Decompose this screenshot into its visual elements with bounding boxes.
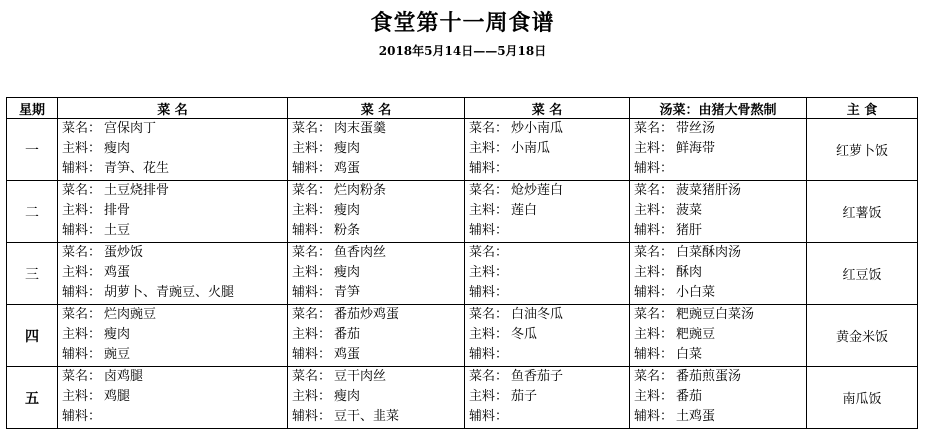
dish-name-value: 豆干肉丝 xyxy=(334,369,387,384)
soup-cell xyxy=(630,367,807,429)
dish-name-line xyxy=(62,305,287,325)
main-ingredient-value: 茄子 xyxy=(511,389,538,404)
main-ingredient-line xyxy=(62,263,287,283)
side-ingredient-label: 辅料： xyxy=(292,409,332,424)
side-ingredient-label: 辅料： xyxy=(634,409,674,424)
side-ingredient-value: 豆干、韭菜 xyxy=(334,409,400,424)
dish-name-value: 肉末蛋羹 xyxy=(334,121,387,136)
dish-name-value: 烂肉粉条 xyxy=(334,183,387,198)
main-ingredient-line xyxy=(469,201,629,221)
main-ingredient-line xyxy=(62,139,287,159)
main-ingredient-line xyxy=(292,201,464,221)
dish-name-value: 炝炒莲白 xyxy=(511,183,564,198)
dish-name-line xyxy=(634,305,806,325)
main-ingredient-label: 主料： xyxy=(634,141,674,156)
side-ingredient-line xyxy=(292,345,464,365)
dish-name-value: 菠菜猪肝汤 xyxy=(676,183,742,198)
main-ingredient-line xyxy=(634,201,806,221)
dish-name-line xyxy=(292,243,464,263)
side-ingredient-value: 青笋 xyxy=(334,285,361,300)
side-ingredient-label: 辅料： xyxy=(469,409,509,424)
soup-cell xyxy=(630,243,807,305)
dish-name-label: 菜名： xyxy=(62,369,102,384)
main-ingredient-label: 主料： xyxy=(62,327,102,342)
side-ingredient-line xyxy=(469,345,629,365)
main-ingredient-value: 番茄 xyxy=(676,389,703,404)
side-ingredient-value: 土鸡蛋 xyxy=(676,409,716,424)
dish-name-label: 菜名： xyxy=(292,307,332,322)
weekday-cell: 一 xyxy=(7,119,58,181)
soup-cell xyxy=(630,181,807,243)
dish-name-label: 菜名： xyxy=(292,183,332,198)
dish-name-label: 菜名： xyxy=(469,183,509,198)
dish-name-label: 菜名： xyxy=(62,183,102,198)
side-ingredient-label: 辅料： xyxy=(62,161,102,176)
dish-cell xyxy=(465,119,630,181)
main-ingredient-label: 主料： xyxy=(469,327,509,342)
main-ingredient-label: 主料： xyxy=(62,389,102,404)
weekday-cell: 三 xyxy=(7,243,58,305)
main-ingredient-value: 瘦肉 xyxy=(334,141,361,156)
dish-name-label: 菜名： xyxy=(292,369,332,384)
dish-name-label: 菜名： xyxy=(469,369,509,384)
dish-name-line xyxy=(62,367,287,387)
dish-name-line xyxy=(292,367,464,387)
side-ingredient-label: 辅料： xyxy=(62,347,102,362)
side-ingredient-value: 鸡蛋 xyxy=(334,347,361,362)
side-ingredient-line xyxy=(62,407,287,427)
main-ingredient-label: 主料： xyxy=(292,389,332,404)
main-ingredient-label: 主料： xyxy=(469,265,509,280)
main-ingredient-line xyxy=(469,263,629,283)
side-ingredient-value: 小白菜 xyxy=(676,285,716,300)
main-ingredient-line xyxy=(469,139,629,159)
date-range: 2018年5月14日——5月18日 xyxy=(378,44,547,58)
table-row xyxy=(7,367,918,429)
dish-name-value: 卤鸡腿 xyxy=(104,369,144,384)
dish-cell xyxy=(58,181,288,243)
dish-name-line xyxy=(292,119,464,139)
main-ingredient-value: 冬瓜 xyxy=(511,327,538,342)
dish-cell xyxy=(58,243,288,305)
side-ingredient-line xyxy=(469,407,629,427)
main-ingredient-value: 排骨 xyxy=(104,203,131,218)
header-row xyxy=(7,98,918,119)
side-ingredient-label: 辅料： xyxy=(292,223,332,238)
main-ingredient-label: 主料： xyxy=(634,265,674,280)
page-title: 食堂第十一周食谱 xyxy=(370,10,555,36)
soup-cell xyxy=(630,305,807,367)
main-ingredient-label: 主料： xyxy=(469,389,509,404)
dish-cell xyxy=(288,181,465,243)
dish-name-value: 番茄炒鸡蛋 xyxy=(334,307,400,322)
header-dish-1: 菜 名 xyxy=(58,98,288,119)
side-ingredient-label: 辅料： xyxy=(292,285,332,300)
header-staple: 主 食 xyxy=(807,98,918,119)
dish-name-label: 菜名： xyxy=(292,121,332,136)
main-ingredient-value: 粑豌豆 xyxy=(676,327,716,342)
staple-cell: 南瓜饭 xyxy=(807,367,918,429)
side-ingredient-label: 辅料： xyxy=(62,409,102,424)
dish-name-label: 菜名： xyxy=(634,183,674,198)
side-ingredient-label: 辅料： xyxy=(469,223,509,238)
main-ingredient-label: 主料： xyxy=(634,203,674,218)
dish-name-value: 炒小南瓜 xyxy=(511,121,564,136)
dish-name-label: 菜名： xyxy=(62,245,102,260)
dish-name-value: 土豆烧排骨 xyxy=(104,183,170,198)
side-ingredient-line xyxy=(634,345,806,365)
dish-name-value: 宫保肉丁 xyxy=(104,121,157,136)
weekday-cell: 二 xyxy=(7,181,58,243)
main-ingredient-value: 瘦肉 xyxy=(334,265,361,280)
side-ingredient-value: 豌豆 xyxy=(104,347,131,362)
main-ingredient-value: 酥肉 xyxy=(676,265,703,280)
staple-cell: 红薯饭 xyxy=(807,181,918,243)
main-ingredient-line xyxy=(62,201,287,221)
main-ingredient-line xyxy=(292,325,464,345)
side-ingredient-value: 土豆 xyxy=(104,223,131,238)
table-row xyxy=(7,181,918,243)
dish-cell xyxy=(465,243,630,305)
main-ingredient-value: 小南瓜 xyxy=(511,141,551,156)
side-ingredient-label: 辅料： xyxy=(469,347,509,362)
staple-cell: 黄金米饭 xyxy=(807,305,918,367)
main-ingredient-line xyxy=(62,325,287,345)
main-ingredient-value: 番茄 xyxy=(334,327,361,342)
header-soup: 汤菜：由猪大骨熬制 xyxy=(630,98,807,119)
dish-name-label: 菜名： xyxy=(634,245,674,260)
dish-name-line xyxy=(634,119,806,139)
dish-name-label: 菜名： xyxy=(634,121,674,136)
side-ingredient-label: 辅料： xyxy=(62,285,102,300)
dish-cell xyxy=(58,119,288,181)
dish-cell xyxy=(58,367,288,429)
main-ingredient-value: 瘦肉 xyxy=(104,141,131,156)
table-row xyxy=(7,119,918,181)
dish-name-line xyxy=(634,243,806,263)
dish-name-value: 鱼香肉丝 xyxy=(334,245,387,260)
main-ingredient-label: 主料： xyxy=(62,265,102,280)
side-ingredient-line xyxy=(292,159,464,179)
dish-name-label: 菜名： xyxy=(62,121,102,136)
header-day: 星期 xyxy=(7,98,58,119)
dish-cell xyxy=(288,367,465,429)
side-ingredient-line xyxy=(62,159,287,179)
main-ingredient-value: 鸡蛋 xyxy=(104,265,131,280)
main-ingredient-line xyxy=(292,387,464,407)
side-ingredient-line xyxy=(634,221,806,241)
side-ingredient-label: 辅料： xyxy=(292,347,332,362)
main-ingredient-value: 莲白 xyxy=(511,203,538,218)
dish-name-line xyxy=(292,181,464,201)
main-ingredient-value: 菠菜 xyxy=(676,203,703,218)
side-ingredient-value: 鸡蛋 xyxy=(334,161,361,176)
dish-name-label: 菜名： xyxy=(634,307,674,322)
side-ingredient-label: 辅料： xyxy=(634,285,674,300)
dish-name-line xyxy=(62,243,287,263)
side-ingredient-line xyxy=(292,221,464,241)
weekday-cell: 四 xyxy=(7,305,58,367)
side-ingredient-label: 辅料： xyxy=(469,161,509,176)
dish-name-line xyxy=(469,243,629,263)
dish-name-line xyxy=(634,367,806,387)
main-ingredient-label: 主料： xyxy=(469,141,509,156)
dish-name-line xyxy=(469,305,629,325)
side-ingredient-value: 粉条 xyxy=(334,223,361,238)
side-ingredient-line xyxy=(292,407,464,427)
dish-name-label: 菜名： xyxy=(469,121,509,136)
dish-cell xyxy=(465,305,630,367)
main-ingredient-line xyxy=(634,387,806,407)
staple-cell: 红萝卜饭 xyxy=(807,119,918,181)
dish-cell xyxy=(465,367,630,429)
main-ingredient-line xyxy=(634,263,806,283)
side-ingredient-value: 猪肝 xyxy=(676,223,703,238)
side-ingredient-line xyxy=(62,221,287,241)
dish-cell xyxy=(465,181,630,243)
side-ingredient-line xyxy=(634,159,806,179)
header-dish-2: 菜 名 xyxy=(288,98,465,119)
side-ingredient-label: 辅料： xyxy=(292,161,332,176)
dish-name-label: 菜名： xyxy=(469,307,509,322)
side-ingredient-line xyxy=(62,345,287,365)
side-ingredient-label: 辅料： xyxy=(634,223,674,238)
side-ingredient-line xyxy=(62,283,287,303)
side-ingredient-value: 青笋、花生 xyxy=(104,161,170,176)
dish-name-line xyxy=(469,181,629,201)
soup-cell xyxy=(630,119,807,181)
side-ingredient-label: 辅料： xyxy=(469,285,509,300)
dish-name-line xyxy=(62,119,287,139)
main-ingredient-label: 主料： xyxy=(634,327,674,342)
side-ingredient-label: 辅料： xyxy=(634,161,674,176)
side-ingredient-label: 辅料： xyxy=(62,223,102,238)
side-ingredient-label: 辅料： xyxy=(634,347,674,362)
main-ingredient-label: 主料： xyxy=(62,141,102,156)
dish-name-line xyxy=(469,119,629,139)
main-ingredient-value: 瘦肉 xyxy=(334,389,361,404)
main-ingredient-line xyxy=(469,387,629,407)
main-ingredient-value: 瘦肉 xyxy=(104,327,131,342)
weekday-cell: 五 xyxy=(7,367,58,429)
dish-name-value: 白菜酥肉汤 xyxy=(676,245,742,260)
main-ingredient-value: 鲜海带 xyxy=(676,141,716,156)
main-ingredient-label: 主料： xyxy=(634,389,674,404)
main-ingredient-label: 主料： xyxy=(292,141,332,156)
main-ingredient-line xyxy=(292,263,464,283)
dish-name-value: 烂肉豌豆 xyxy=(104,307,157,322)
main-ingredient-line xyxy=(62,387,287,407)
main-ingredient-label: 主料： xyxy=(62,203,102,218)
dish-cell xyxy=(58,305,288,367)
main-ingredient-value: 瘦肉 xyxy=(334,203,361,218)
side-ingredient-line xyxy=(469,159,629,179)
dish-cell xyxy=(288,119,465,181)
dish-name-value: 番茄煎蛋汤 xyxy=(676,369,742,384)
dish-name-value: 蛋炒饭 xyxy=(104,245,144,260)
side-ingredient-line xyxy=(469,283,629,303)
dish-name-value: 白油冬瓜 xyxy=(511,307,564,322)
main-ingredient-value: 鸡腿 xyxy=(104,389,131,404)
dish-name-label: 菜名： xyxy=(292,245,332,260)
dish-cell xyxy=(288,305,465,367)
dish-name-label: 菜名： xyxy=(62,307,102,322)
dish-name-line xyxy=(292,305,464,325)
side-ingredient-line xyxy=(292,283,464,303)
main-ingredient-label: 主料： xyxy=(292,327,332,342)
dish-name-line xyxy=(634,181,806,201)
main-ingredient-label: 主料： xyxy=(469,203,509,218)
side-ingredient-value: 胡萝卜、青豌豆、火腿 xyxy=(104,285,235,300)
dish-cell xyxy=(288,243,465,305)
staple-cell: 红豆饭 xyxy=(807,243,918,305)
dish-name-label: 菜名： xyxy=(469,245,509,260)
dish-name-line xyxy=(469,367,629,387)
main-ingredient-label: 主料： xyxy=(292,265,332,280)
dish-name-label: 菜名： xyxy=(634,369,674,384)
main-ingredient-line xyxy=(634,325,806,345)
table-row xyxy=(7,243,918,305)
menu-table xyxy=(6,97,918,429)
side-ingredient-line xyxy=(469,221,629,241)
main-ingredient-line xyxy=(292,139,464,159)
side-ingredient-line xyxy=(634,407,806,427)
dish-name-value: 鱼香茄子 xyxy=(511,369,564,384)
table-row xyxy=(7,305,918,367)
main-ingredient-line xyxy=(469,325,629,345)
main-ingredient-line xyxy=(634,139,806,159)
dish-name-value: 带丝汤 xyxy=(676,121,716,136)
dish-name-line xyxy=(62,181,287,201)
side-ingredient-line xyxy=(634,283,806,303)
main-ingredient-label: 主料： xyxy=(292,203,332,218)
header-dish-3: 菜 名 xyxy=(465,98,630,119)
side-ingredient-value: 白菜 xyxy=(676,347,703,362)
dish-name-value: 粑豌豆白菜汤 xyxy=(676,307,755,322)
